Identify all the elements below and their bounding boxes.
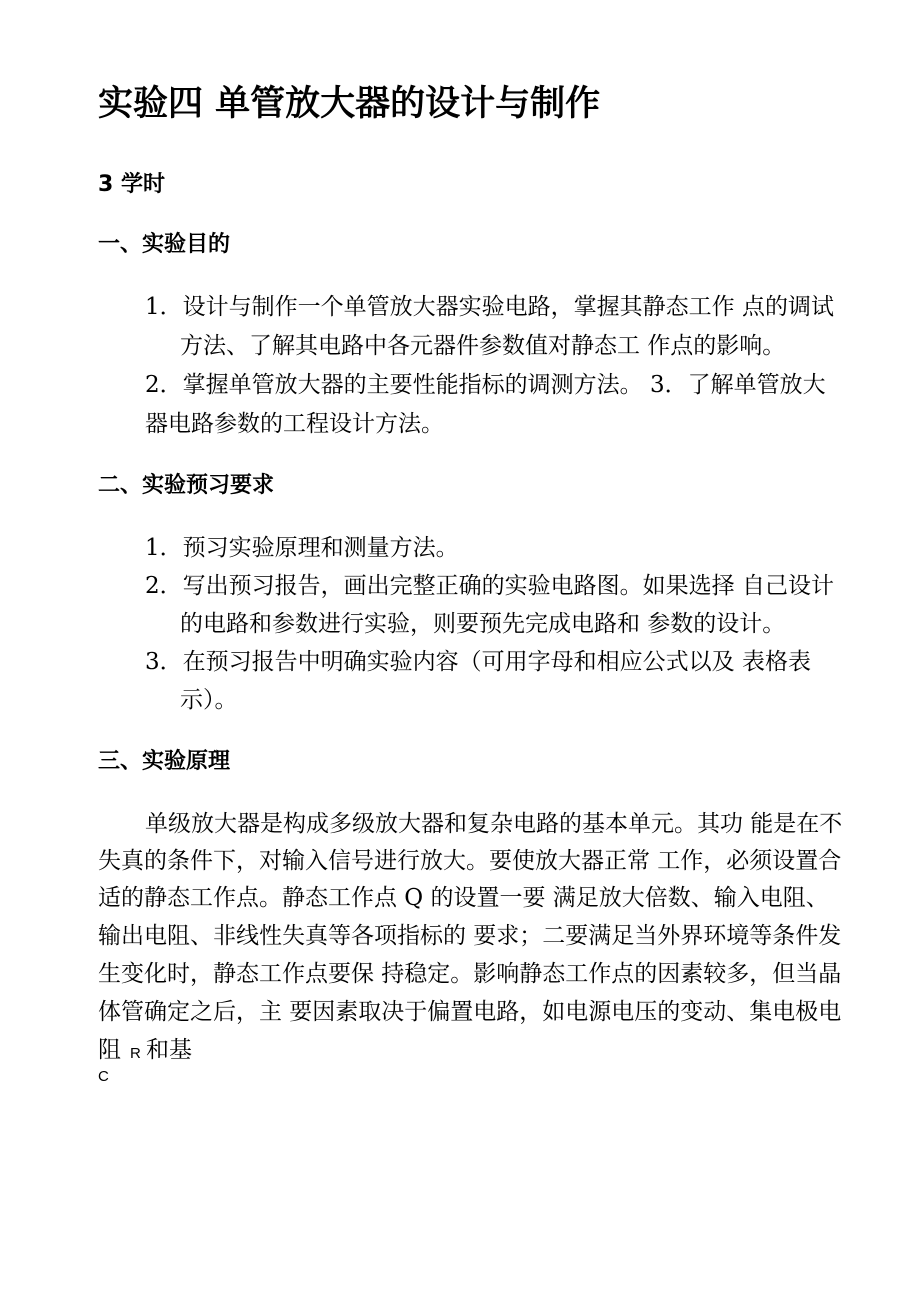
objective-line: 2．掌握单管放大器的主要性能指标的调测方法。 3．了解单管放大 — [145, 372, 826, 398]
section-heading-principle: 三、实验原理 — [98, 749, 231, 774]
objective-line: 1．设计与制作一个单管放大器实验电路，掌握其静态工作 点的调试 — [145, 294, 834, 320]
preview-line: 3．在预习报告中明确实验内容（可用字母和相应公式以及 表格表 — [145, 649, 811, 675]
principle-line: 适的静态工作点。静态工作点 Q 的设置一要 满足放大倍数、输入电阻、 — [98, 885, 829, 911]
preview-line: 示）。 — [180, 687, 238, 713]
class-hours: 3 学时 — [98, 172, 165, 197]
page-title: 实验四 单管放大器的设计与制作 — [98, 84, 601, 124]
principle-line: 生变化时，静态工作点要保 持稳定。影响静态工作点的因素较多，但当晶 — [98, 961, 842, 987]
preview-line: 的电路和参数进行实验，则要预先完成电路和 参数的设计。 — [180, 611, 786, 637]
section-heading-objectives: 一、实验目的 — [98, 232, 231, 257]
preview-line: 1．预习实验原理和测量方法。 — [145, 535, 459, 561]
objective-line: 器电路参数的工程设计方法。 — [145, 411, 444, 437]
principle-line: 输出电阻、非线性失真等各项指标的 要求；二要满足当外界环境等条件发 — [98, 923, 842, 949]
resistor-symbol-r: R — [130, 1045, 141, 1062]
principle-line: 和基 — [146, 1037, 192, 1063]
resistor-subscript-c: C — [98, 1068, 109, 1085]
principle-line: 单级放大器是构成多级放大器和复杂电路的基本单元。其功 能是在不 — [145, 811, 843, 837]
preview-line: 2．写出预习报告，画出完整正确的实验电路图。如果选择 自己设计 — [145, 573, 834, 599]
principle-line: 体管确定之后，主 要因素取决于偏置电路，如电源电压的变动、集电极电 — [98, 999, 842, 1025]
principle-line: 失真的条件下，对输入信号进行放大。要使放大器正常 工作，必须设置合 — [98, 848, 842, 874]
objective-line: 方法、了解其电路中各元器件参数值对静态工 作点的影响。 — [180, 333, 786, 359]
principle-line: 阻 — [98, 1037, 121, 1063]
section-heading-preview: 二、实验预习要求 — [98, 473, 275, 498]
